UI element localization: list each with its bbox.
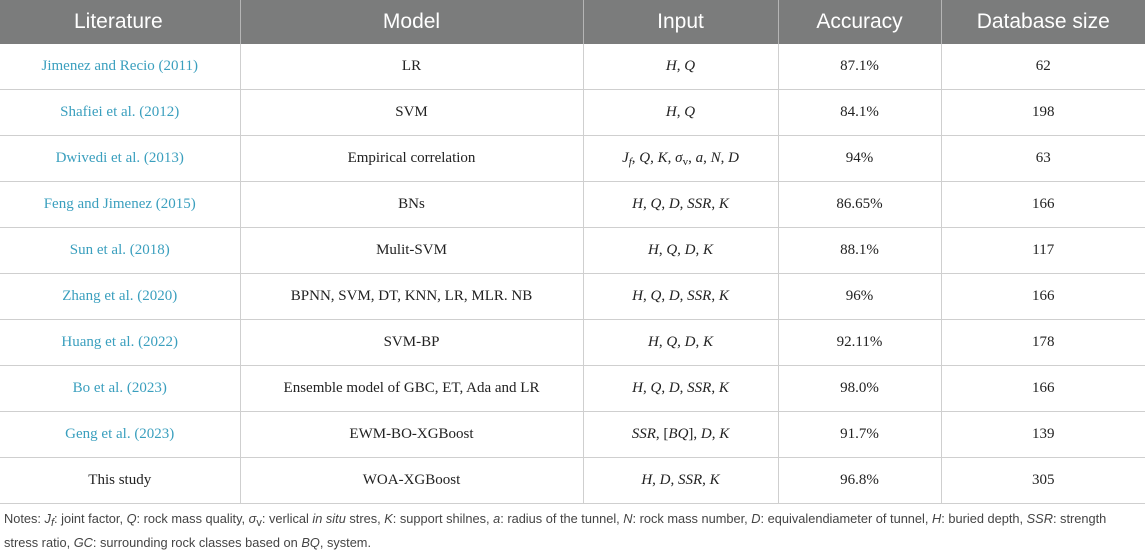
text-run: : rock mass quality, — [136, 511, 249, 526]
text-run: , — [652, 472, 660, 488]
literature-reference-link[interactable]: Zhang et al. (2020) — [0, 274, 240, 320]
database-size-cell: 305 — [941, 458, 1145, 504]
text-run: , — [695, 242, 703, 258]
text-run: Q — [650, 288, 662, 304]
literature-reference-link[interactable]: Sun et al. (2018) — [0, 228, 240, 274]
text-run: Q — [666, 334, 678, 350]
text-run: K — [384, 511, 393, 526]
text-run: SSR — [1026, 511, 1053, 526]
accuracy-cell: 92.11% — [778, 320, 941, 366]
text-run: , — [642, 288, 651, 304]
input-cell — [583, 274, 778, 320]
text-run: , — [642, 196, 651, 212]
text-run: , — [677, 334, 685, 350]
text-run: H — [632, 380, 643, 396]
text-run: , — [676, 58, 685, 74]
table-header — [0, 0, 1145, 44]
text-run: BQ — [668, 426, 689, 442]
model-cell: EWM-BO-XGBoost — [240, 412, 583, 458]
text-run: K — [657, 149, 668, 166]
text-run: a — [695, 149, 704, 166]
text-run: H — [665, 58, 677, 74]
text-run: K — [718, 288, 729, 304]
text-run: K — [719, 426, 730, 442]
text-run: Notes: — [4, 511, 45, 526]
text-run: , — [720, 149, 729, 166]
text-run: : support shilnes, — [392, 511, 494, 526]
literature-reference-link[interactable]: Bo et al. (2023) — [0, 366, 240, 412]
subscript-text: f — [50, 517, 55, 529]
text-run: stres, — [345, 511, 385, 526]
literature-reference-link[interactable]: Shafiei et al. (2012) — [0, 90, 240, 136]
text-run: D — [700, 426, 712, 442]
database-size-cell: 117 — [941, 228, 1145, 274]
text-run: : equivalendiameter of tunnel, — [760, 511, 932, 526]
text-run: Q — [666, 242, 678, 258]
table-row — [0, 90, 1145, 136]
input-cell — [583, 366, 778, 412]
database-size-cell: 166 — [941, 274, 1145, 320]
text-run: SSR — [678, 472, 703, 488]
text-run: H — [632, 288, 643, 304]
header-database-size: Database size — [941, 0, 1145, 44]
text-run: D — [751, 511, 761, 526]
accuracy-cell: 98.0% — [778, 366, 941, 412]
text-run: , — [650, 149, 658, 166]
text-run: Q — [126, 511, 137, 526]
literature-reference-link[interactable]: Jimenez and Recio (2011) — [0, 44, 240, 90]
text-run: Q — [650, 196, 662, 212]
text-run: N — [710, 149, 721, 166]
text-run: , — [661, 288, 669, 304]
text-run: , — [661, 196, 669, 212]
text-run: J — [622, 149, 629, 166]
text-run: K — [703, 242, 714, 258]
text-run: , — [667, 149, 676, 166]
text-run: H — [647, 242, 659, 258]
accuracy-cell: 94% — [778, 136, 941, 182]
text-run: , — [702, 472, 710, 488]
input-cell — [583, 458, 778, 504]
accuracy-cell: 87.1% — [778, 44, 941, 90]
text-run: K — [703, 334, 714, 350]
accuracy-cell: 84.1% — [778, 90, 941, 136]
table-row — [0, 44, 1145, 90]
text-run: K — [718, 380, 729, 396]
database-size-cell: 63 — [941, 136, 1145, 182]
text-run: , — [661, 380, 669, 396]
literature-reference-link[interactable]: Huang et al. (2022) — [0, 320, 240, 366]
database-size-cell: 178 — [941, 320, 1145, 366]
table-row — [0, 136, 1145, 182]
text-run: , — [688, 149, 696, 166]
text-run: , — [670, 472, 678, 488]
text-run: D — [728, 149, 739, 166]
text-run: H — [932, 511, 942, 526]
input-cell — [583, 182, 778, 228]
model-cell: SVM — [240, 90, 583, 136]
database-size-cell: 166 — [941, 182, 1145, 228]
text-run: : rock mass number, — [632, 511, 752, 526]
text-run: H — [641, 472, 653, 488]
accuracy-cell: 88.1% — [778, 228, 941, 274]
text-run: D — [668, 196, 680, 212]
subscript-text: v — [256, 517, 262, 529]
literature-reference-link[interactable]: Geng et al. (2023) — [0, 412, 240, 458]
accuracy-cell: 91.7% — [778, 412, 941, 458]
database-size-cell: 62 — [941, 44, 1145, 90]
model-cell: Mulit-SVM — [240, 228, 583, 274]
header-input: Input — [583, 0, 778, 44]
accuracy-cell: 96.8% — [778, 458, 941, 504]
literature-cell: This study — [0, 458, 240, 504]
database-size-cell: 198 — [941, 90, 1145, 136]
table-row — [0, 182, 1145, 228]
table-row — [0, 320, 1145, 366]
text-run: K — [709, 472, 720, 488]
input-cell — [583, 136, 778, 182]
accuracy-cell: 96% — [778, 274, 941, 320]
text-run: J — [44, 511, 51, 526]
input-cell — [583, 412, 778, 458]
text-run: : strength stress ratio, — [4, 511, 1107, 550]
text-run: Q — [639, 149, 651, 166]
header-accuracy: Accuracy — [778, 0, 941, 44]
text-run: Q — [650, 380, 662, 396]
input-cell — [583, 44, 778, 90]
text-run: , — [658, 242, 667, 258]
text-run: Q — [684, 104, 696, 120]
text-run: , — [676, 104, 685, 120]
model-cell: Empirical correlation — [240, 136, 583, 182]
text-run: , — [677, 242, 685, 258]
text-run: , — [631, 149, 640, 166]
text-run: D — [659, 472, 671, 488]
subscript-text: f — [628, 155, 632, 168]
accuracy-cell: 86.65% — [778, 182, 941, 228]
text-run: , — [679, 288, 688, 304]
text-run: , — [679, 196, 688, 212]
text-run: Q — [684, 58, 696, 74]
database-size-cell: 166 — [941, 366, 1145, 412]
text-run: : radius of the tunnel, — [500, 511, 624, 526]
text-run: , — [658, 334, 667, 350]
model-cell: SVM-BP — [240, 320, 583, 366]
text-run: K — [718, 196, 729, 212]
text-run: , system. — [319, 535, 372, 550]
text-run: D — [668, 288, 680, 304]
input-cell — [583, 320, 778, 366]
text-run: σ — [675, 149, 683, 166]
text-run: H — [665, 104, 677, 120]
text-run: : verlical — [261, 511, 313, 526]
text-run: D — [668, 380, 680, 396]
text-run: N — [623, 511, 633, 526]
text-run: in situ — [312, 511, 346, 526]
model-cell: WOA-XGBoost — [240, 458, 583, 504]
literature-reference-link[interactable]: Feng and Jimenez (2015) — [0, 182, 240, 228]
text-run: SSR — [687, 380, 712, 396]
header-model: Model — [240, 0, 583, 44]
text-run: GC — [73, 535, 93, 550]
text-run: , — [642, 380, 651, 396]
text-run: H — [632, 196, 643, 212]
table-body — [0, 44, 1145, 504]
text-run: SSR — [687, 288, 712, 304]
model-cell: BPNN, SVM, DT, KNN, LR, MLR. NB — [240, 274, 583, 320]
text-run: , — [711, 196, 719, 212]
text-run: H — [647, 334, 659, 350]
model-cell: LR — [240, 44, 583, 90]
text-run: , — [703, 149, 711, 166]
subscript-text: v — [682, 155, 689, 168]
model-cell: BNs — [240, 182, 583, 228]
table-row — [0, 412, 1145, 458]
text-run: , — [711, 426, 720, 442]
text-run: , [ — [655, 426, 669, 442]
text-run: SSR — [687, 196, 712, 212]
text-run: D — [684, 334, 696, 350]
header-row — [0, 0, 1145, 44]
text-run: BQ — [301, 535, 320, 550]
text-run: ], — [688, 426, 701, 442]
text-run: a — [493, 511, 501, 526]
text-run: , — [711, 380, 719, 396]
text-run: , — [679, 380, 688, 396]
text-run: σ — [248, 511, 257, 526]
text-run: SSR — [631, 426, 656, 442]
literature-reference-link[interactable]: Dwivedi et al. (2013) — [0, 136, 240, 182]
table-row — [0, 274, 1145, 320]
text-run: , — [695, 334, 703, 350]
text-run: D — [684, 242, 696, 258]
input-cell — [583, 228, 778, 274]
header-literature: Literature — [0, 0, 240, 44]
text-run: , — [711, 288, 719, 304]
table-row — [0, 458, 1145, 504]
text-run: : surrounding rock classes based on — [92, 535, 302, 550]
database-size-cell: 139 — [941, 412, 1145, 458]
table-row — [0, 366, 1145, 412]
table-notes — [4, 509, 1139, 552]
text-run: : buried depth, — [941, 511, 1027, 526]
text-run: : joint factor, — [54, 511, 127, 526]
input-cell — [583, 90, 778, 136]
table-row — [0, 228, 1145, 274]
model-cell: Ensemble model of GBC, ET, Ada and LR — [240, 366, 583, 412]
